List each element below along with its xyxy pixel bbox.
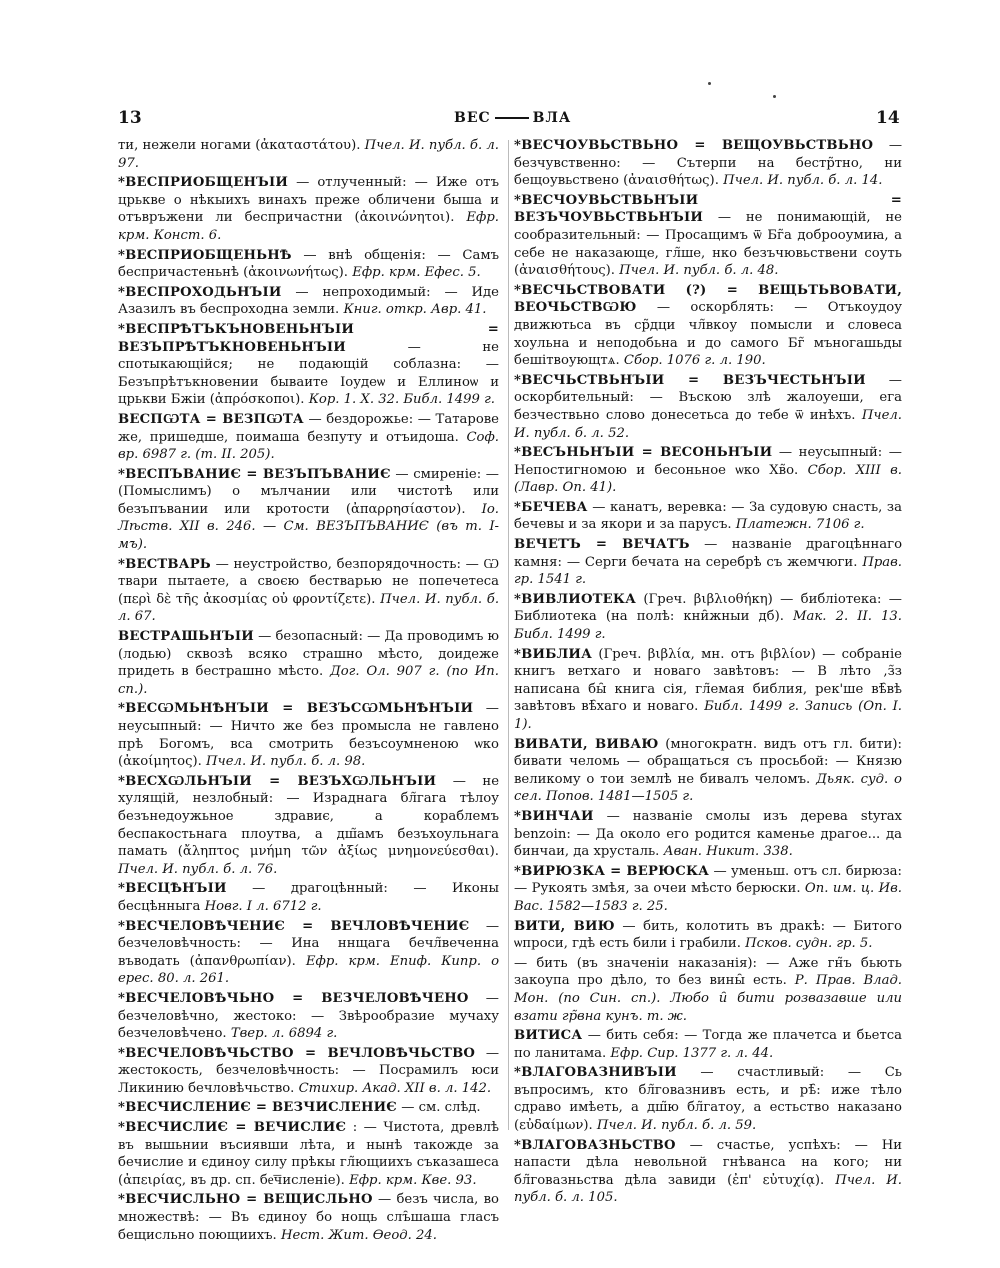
dictionary-entry (514, 591, 902, 644)
entry-headword: ВИТИСА (514, 1028, 583, 1044)
entry-definition: : — Чистота, древлѣ въ вышьнии въсиявши лѣта, и нынѣ такожде за бечислие и єдиноу силу прѣкы гл̃ющиихъ съказашеса (ἀπειρίας, въ др. сп. бе͞численіе). (118, 1120, 500, 1188)
entry-source: Ефр. крм. Епиф. Кипр. о ерес. 80. л. 261. (118, 953, 500, 987)
entry-source: Оп. им. ц. Ив. Вас. 1582—1583 г. 25. (514, 881, 902, 914)
entry-definition: — бить себя: — Тогда же плачетса и бьетса по ланитама. (514, 1028, 902, 1061)
header-rule (495, 117, 529, 119)
range-end: ВЛА (532, 110, 572, 126)
dictionary-entry (514, 646, 902, 734)
right-column (514, 137, 902, 1209)
dictionary-entry (118, 1191, 499, 1244)
dictionary-entry (118, 918, 499, 988)
dictionary-entry (118, 1119, 499, 1189)
entry-definition: — безчувственно: — Сътерпи на бестр̃тно, ни бещоувьствено (ἀναισθήτως). (514, 138, 902, 189)
entry-headword: *ВИБЛИА (514, 646, 593, 662)
entry-source: Платежн. 7106 г. (735, 517, 865, 533)
entry-headword: *ВЕСТВАРЬ (118, 556, 211, 572)
entry-definition: — названіе смолы изъ дерева styrax benzoin: — Да около его родится каменье драгое... да бинчаи, да хрусталь. (514, 808, 902, 860)
dictionary-entry (118, 247, 499, 282)
entry-definition: — уменьш. отъ сл. бирюза: — Рукоять змѣя, за очеи мѣсто берюски. (514, 863, 902, 897)
entry-source: Твер. л. 6894 г. (230, 1026, 338, 1042)
dictionary-entry (118, 990, 499, 1043)
entry-headword: ВЕСПѠТА = ВЕЗПѠТА (118, 411, 304, 427)
right-page-number: 14 (876, 108, 900, 128)
entry-headword: *ВЕСЧИСЛИЄ = ВЕЧИСЛИЄ (118, 1120, 347, 1136)
entry-headword: ВИТИ, ВИЮ (514, 918, 615, 934)
entry-definition: ти, нежели ногами (ἀκαταστάτου). (118, 138, 361, 153)
dictionary-entry (514, 192, 902, 280)
entry-source: Пчел. И. публ. б. л. 76. (118, 861, 278, 877)
entry-source: Пчел. И. публ. б. л. 48. (619, 263, 779, 279)
dictionary-entry (118, 466, 499, 554)
entry-definition: (Греч. βιβλία, мн. отъ βιβλίον) — собраніе книгъ ветхаго и новаго завѣтовъ: — В лѣто ,з̃з написана бы̑ книга сія, гл̃емая библия, рек'ше вѣ̑вѣ завѣтовъ вѣ̑хаго и новаго. (514, 646, 902, 715)
entry-source: Пчел. И. публ. б. л. 52. (514, 407, 902, 441)
entry-source: Сбор. XIII в. (Лавр. Оп. 41). (514, 462, 902, 496)
dictionary-entry (514, 863, 902, 916)
entry-headword: *ВЕСПРОХОДЬНЪІИ (118, 284, 282, 300)
entry-headword: *ВЕСЧИСЛЕНИЄ = ВЕЗЧИСЛЕНИЄ (118, 1100, 397, 1116)
entry-definition: — неустройство, безпорядочность: — Ѡ твари пытаете, а своєю бестварью не попечетеса (περὶ δὲ τῆς ἀκοσμίας οὐ φροντίζετε). (118, 556, 499, 607)
entry-headword: *ВЕСЦѢНЪІИ (118, 881, 227, 897)
entry-definition: — безчеловѣчно, жестоко: — Звѣрообразие мучаху безчеловѣчено. (118, 990, 499, 1042)
entry-source: Кор. 1. X. 32. Библ. 1499 г. (308, 392, 495, 408)
dictionary-entry (118, 880, 499, 915)
entry-source: Пчел. И. публ. б. л. 59. (596, 1118, 757, 1134)
entry-source: Сбор. 1076 г. л. 190. (623, 353, 766, 369)
dictionary-entry (118, 1099, 499, 1117)
dictionary-entry (514, 1137, 902, 1207)
dictionary-entry (514, 499, 902, 534)
entry-headword: *ВИВЛИОТЕКА (514, 591, 637, 607)
entry-source: Ефр. крм. Конст. 6. (118, 210, 500, 243)
entry-definition: — канатъ, веревка: — За судовую снасть, за бечевы и за якори и за парусъ. (514, 499, 902, 533)
entry-source: Псков. судн. гр. 5. (745, 936, 873, 952)
entry-source: Ефр. Сир. 1377 г. л. 44. (610, 1045, 774, 1061)
entry-headword: *ВЕСЧОУВЬСТВЬНО = ВЕЩОУВЬСТВЬНО (514, 138, 874, 153)
entry-definition: — неусыпный: — Непостигномою и бесоньное ѡко Хв̃о. (514, 445, 902, 478)
dictionary-entry (514, 137, 902, 190)
dictionary-entry (118, 556, 499, 626)
dictionary-entry (118, 321, 499, 409)
entry-source: Стихир. Акад. XII в. л. 142. (298, 1080, 492, 1096)
dictionary-entry (118, 284, 499, 319)
column-divider (508, 140, 509, 1130)
entry-definition: — см. слѣд. (401, 1100, 481, 1116)
entry-definition: — не хулящій, незлобный: — Израднага бл̃гага тѣлоу безънедоужьное здравиє, а кораблемъ беспакостьнага плоутва, а дш̃амъ безъхоульнага памать (ἄληπτος μνήμη τῶν ἀξίως μνημονεύεσθαι). (118, 773, 499, 860)
dictionary-entry (514, 918, 902, 953)
dictionary-entry (514, 955, 902, 1025)
entry-headword: *ВИНЧАИ (514, 808, 594, 824)
entry-definition: — смиреніе: — (Помыслимъ) о мълчании или чистотѣ или безъпъвании или кротости (ἀπαρρησίαστον). (118, 466, 499, 517)
entry-headword: *ВЕСЧОУВЬСТВЬНЪІИ = ВЕЗЪЧОУВЬСТВЬНЪІИ (514, 192, 902, 226)
dictionary-entry (118, 773, 499, 879)
entry-headword: *ВЕСЧИСЛЬНО = ВЕЩИСЛЬНО (118, 1192, 373, 1208)
entry-definition: — безъ числа, во множествѣ: — Въ єдиноу бо нощь слъ̑шаша гласъ бещисльно поющиихъ. (118, 1192, 499, 1243)
entry-headword: *ВЕСЧЬСТВОВАТИ (?) = ВЕЩЬТЬВОВАТИ, ВЕОЧЬСТВѠЮ (514, 282, 902, 316)
entry-definition: — непроходимый: — Иде Азазилъ въ беспроходна земли. (118, 284, 499, 318)
entry-headword: *ВЕСПРИОБЩЕНЪІИ (118, 175, 288, 191)
dictionary-entry (514, 282, 902, 370)
entry-source: Прав. гр. 1541 г. (514, 554, 902, 588)
entry-source: Пчел. И. публ. б. л. 14. (723, 173, 883, 189)
entry-definition: — внѣ общенія: — Самъ беспричастеньнѣ (ἀκοινωνήτως). (118, 247, 499, 281)
running-header (0, 108, 1000, 132)
entry-definition: — неусыпный: — Ничто же без промысла не гавлено прѣ Богомъ, вса смотрить безъсоумненою ѡко (ἀκοίμητος). (118, 701, 499, 770)
entry-definition: — безопасный: — Да проводимъ ю (лодью) сквозѣ всяко страшно мѣсто, доидеже придеть в бестрашно мѣсто. (118, 629, 500, 680)
entry-source: Р. Прав. Влад. Мон. (по Син. сп.). Любо и̑ бити розвазавше или взати гр̃вна кунъ. т. ж. (514, 973, 902, 1024)
print-speck (708, 82, 711, 85)
left-column (118, 137, 499, 1246)
entry-headword: *ВЛАГОВАЗНЬСТВО (514, 1137, 676, 1153)
entry-headword: *ВЛАГОВАЗНИВЪІИ (514, 1065, 677, 1081)
left-page-number: 13 (118, 108, 142, 128)
entry-definition: — счастье, успѣхъ: — Ни напасти дѣла невольной гнѣванса на кого; ни бл̃говазньства дѣла завиди (ἐπ' εὐτυχίᾳ). (514, 1137, 902, 1188)
dictionary-entry (514, 536, 902, 589)
entry-source: Ефр. крм. Кве. 93. (349, 1172, 477, 1188)
dictionary-entry (514, 1064, 902, 1134)
entry-source: Пчел. И. публ. б. л. 67. (118, 591, 500, 625)
entry-headword: *ВЕСХѠЛЬНЪІИ = ВЕЗЪХѠЛЬНЪІИ (118, 773, 437, 789)
dictionary-entry (514, 444, 902, 497)
range-start: ВЕС (454, 110, 491, 126)
entry-headword: *ВЕСѠМЬНѢНЪІИ = ВЕЗЪСѠМЬНѢНЪІИ (118, 701, 474, 717)
dictionary-entry (118, 700, 499, 770)
entry-definition: — жестокость, безчеловѣчность: — Посрамилъ юси Ликинию бечловѣчьство. (118, 1045, 499, 1096)
entry-definition: — оскорблять: — Отъкоудоу движютьса въ ср̃дци чл̃вкоу помысли и словеса хоульна и неподобьна и до самого Бг̃ мъногашьды бешітвоующтѧ. (514, 300, 902, 369)
entry-headword: *ВЕСПРѢТЪКЪНОВЕНЬНЪІИ = ВЕЗЪПРѢТЪКНОВЕНЬНЪІИ (118, 321, 499, 355)
entry-source: Дьяк. суд. о сел. Попов. 1481—1505 г. (514, 771, 902, 805)
print-speck (773, 95, 776, 98)
entry-source: Нест. Жит. Ѳеод. 24. (280, 1227, 437, 1243)
dictionary-entry (514, 1027, 902, 1062)
entry-definition: — названіе драгоцѣннаго камня: — Серги бечата на серебрѣ съ жемчюги. (514, 537, 903, 570)
dictionary-entry (118, 411, 499, 464)
entry-source: Библ. 1499 г. Запись (Оп. I. 1). (514, 699, 902, 732)
entry-definition: — бить, колотить въ дракѣ: — Битого ѡпроси, гдѣ есть били і грабили. (514, 918, 902, 952)
entry-headword: *ВЕСПРИОБЩЕНЬНѢ (118, 247, 292, 263)
dictionary-entry (514, 372, 902, 442)
entry-headword: *ВЕСЧЕЛОВѢЧЬСТВО = ВЕЧЛОВѢЧЬСТВО (118, 1045, 476, 1061)
dictionary-entry (118, 174, 499, 244)
entry-headword: *ВЕСЧЕЛОВѢЧЕНИЄ = ВЕЧЛОВѢЧЕНИЄ (118, 918, 470, 934)
entry-source: Іо. Лѣств. XII в. 246. — См. ВЕЗЪПЪВАНИЄ (въ т. І-мъ). (118, 501, 499, 553)
entry-headword: *ВЕСЧЬСТВЬНЪІИ = ВЕЗЪЧЕСТЬНЪІИ (514, 372, 866, 388)
entry-source: Ефр. крм. Ефес. 5. (352, 265, 481, 281)
running-title (454, 110, 571, 126)
entry-source: Соф. вр. 6987 г. (т. II. 205). (118, 429, 499, 463)
entry-headword: ВЕЧЕТЪ = ВЕЧАТЪ (514, 537, 690, 553)
entry-headword: *ВЕСПЪВАНИЄ = ВЕЗЪПЪВАНИЄ (118, 466, 391, 482)
entry-definition: — счастливый: — Сь въпросимъ, кто бл̃говазнивъ есть, и рѣ̑: иже тѣло сдраво имѣеть, а дш̃ю бл̃гатоу, а естьство наказано (εὐδαίμων). (514, 1065, 902, 1134)
entry-source: Пчел. И. публ. б. л. 98. (206, 754, 366, 770)
dictionary-entry (118, 137, 499, 172)
entry-headword: *БЕЧЕВА (514, 499, 588, 515)
entry-definition: (Греч. βιβλιοθήκη) — библіотека: — Библиотека (на полѣ: кни̑жныи дб). (514, 591, 902, 625)
entry-headword: ВЕСТРАШЬНЪІИ (118, 629, 254, 645)
entry-source: Новг. I л. 6712 г. (204, 898, 322, 914)
dictionary-entry (514, 808, 902, 861)
entry-headword: *ВИРЮЗКА = ВЕРЮСКА (514, 863, 710, 879)
entry-definition: — не понимающій, не сообразительный: — Просащимъ ѿ Бг̃а доброоумиꙗ, а себе не наказающе, гл̃ше, нко безъчювьствени соуть (ἀναισθήτους). (514, 210, 902, 279)
entry-source: Мак. 2. II. 13. Библ. 1499 г. (514, 609, 902, 643)
entry-definition: — бить (въ значеніи наказанія): — Аже гн̃ъ бьють закоупа про дѣло, то без вины̑ есть. (514, 955, 902, 989)
dictionary-entry (118, 628, 499, 698)
entry-definition: (многократн. видъ отъ гл. бити): бивати челомь — обращаться съ просьбой: — Князю великому о тои землѣ не бивалъ челомъ. (514, 736, 902, 787)
dictionary-entry (514, 736, 902, 806)
entry-definition: — драгоцѣнный: — Иконы бесцѣнныга (118, 881, 499, 914)
dictionary-entry (118, 1045, 499, 1098)
entry-definition: — отлученный: — Иже отъ црькве о нѣкыихъ винахъ преже обличени быша и отъвръжени ли беспричастни (ἀκοινώνητοι). (118, 175, 499, 226)
entry-headword: *ВЕСЪНЬНЪІИ = ВЕСОНЬНЪІИ (514, 445, 773, 461)
entry-source: Книг. откр. Авр. 41. (343, 302, 487, 318)
entry-headword: *ВЕСЧЕЛОВѢЧЬНО = ВЕЗЧЕЛОВѢЧЕНО (118, 990, 469, 1006)
entry-definition: — безчеловѣчность: — Ина ннщага бечл̃веченна въводать (ἀπανθρωπίαν). (118, 918, 499, 969)
entry-headword: ВИВАТИ, ВИВАЮ (514, 736, 659, 752)
entry-source: Пчел. И. публ. б. л. 105. (514, 1172, 902, 1206)
entry-source: Дог. Ол. 907 г. (по Ип. сп.). (118, 664, 499, 697)
entry-definition: — не спотыкающійся; не подающій соблазна: — Безъпрѣтъкновении бываите Іоудеѡ и Еллиноѡ и црькви Бжіи (ἀπρόσκοποι). (118, 339, 499, 408)
entry-definition: — оскорбительный: — Въскою злѣ жалоуеши, ега безчествьно слово донесетьса до тебе ѿ инѣхъ. (514, 372, 902, 423)
entry-source: Аван. Никит. 338. (663, 844, 793, 860)
entry-definition: — бездорожье: — Татарове же, пришедше, поимаша безпуту и отъидоша. (118, 411, 499, 445)
entry-source: Пчел. И. публ. б. л. 97. (118, 138, 499, 171)
